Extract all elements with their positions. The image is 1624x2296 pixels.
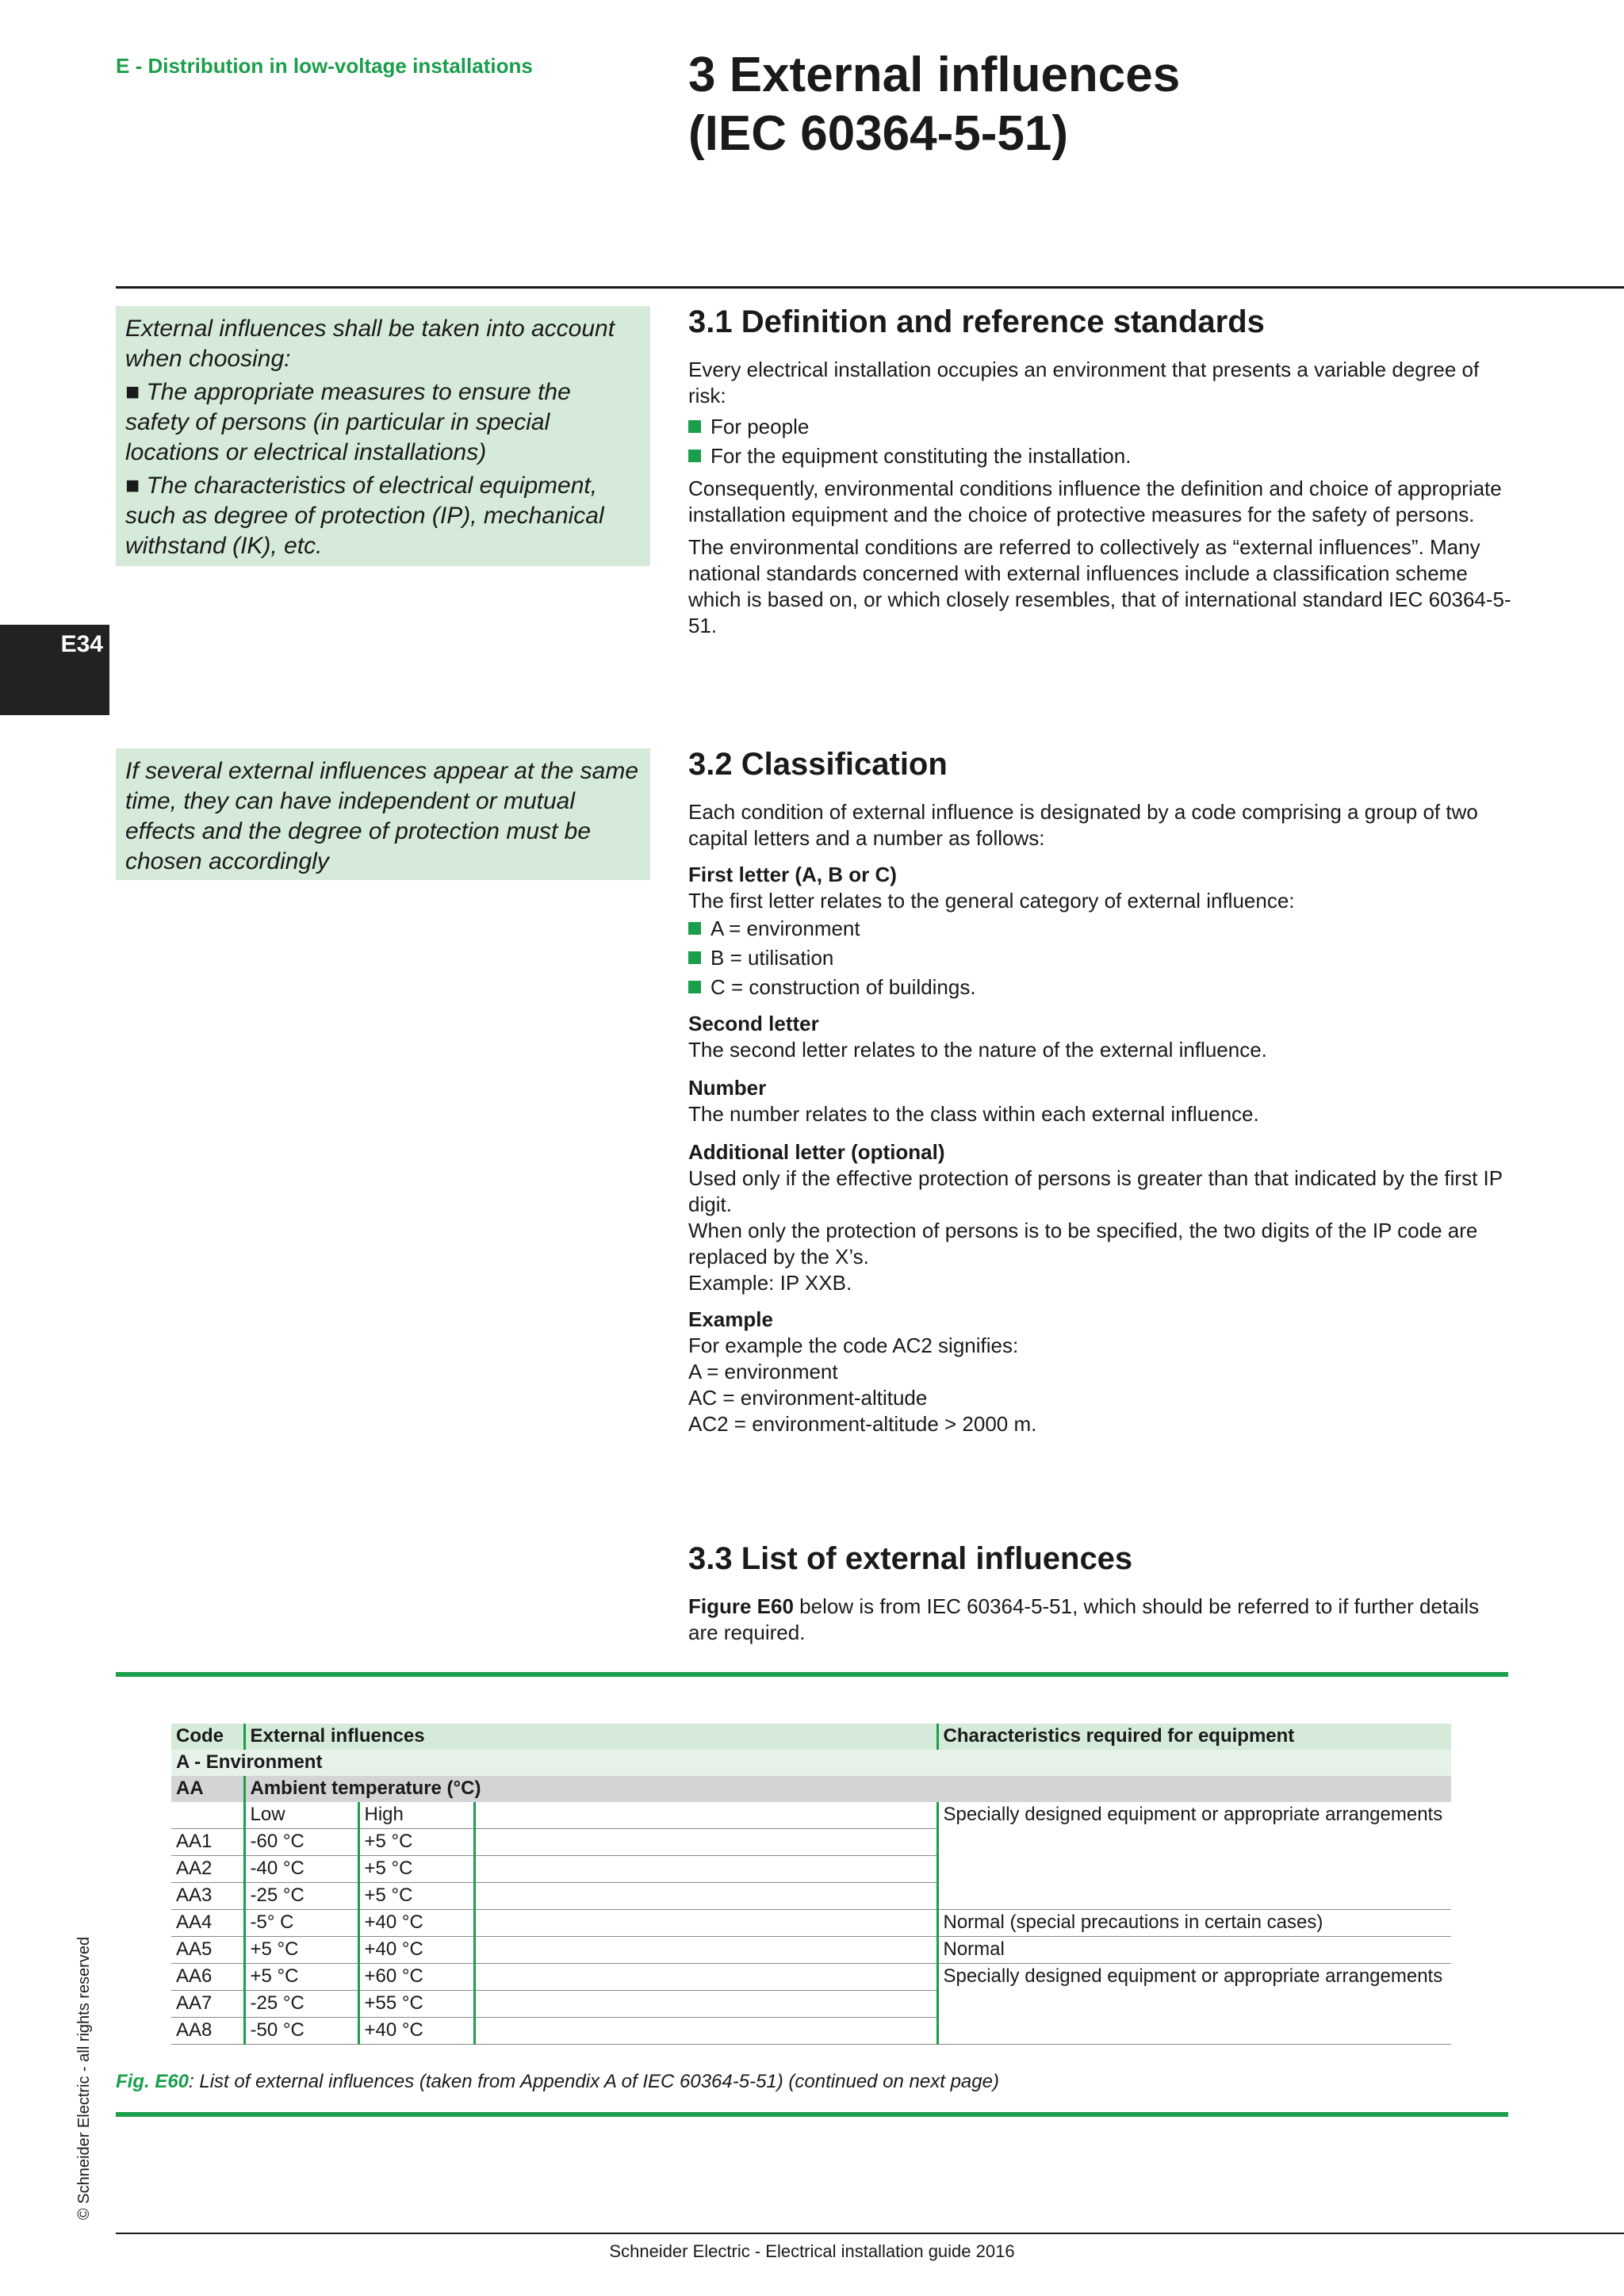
header-external-influences: External influences [244, 1724, 937, 1750]
table-row [171, 1802, 1451, 1829]
table-row [171, 1964, 1451, 1991]
first-letter-bullet [688, 943, 1513, 973]
characteristic-cell: Normal (special precautions in certain cases) [937, 1910, 1451, 1937]
row-low: +5 °C [244, 1964, 358, 1991]
row-code: AA8 [171, 2018, 244, 2045]
side-note-1-item2: ■ The characteristics of electrical equipment, such as degree of protection (IP), mechanical withstand (IK), etc. [125, 471, 641, 561]
table-cell [474, 1964, 937, 1991]
row-high: +55 °C [358, 1991, 474, 2018]
green-square-bullet-icon [688, 420, 701, 433]
chapter-title-line1: 3 External influences [688, 48, 1181, 102]
row-high: +40 °C [358, 1910, 474, 1937]
section-3-3-heading: 3.3 List of external influences [688, 1541, 1133, 1576]
row-low: -5° C [244, 1910, 358, 1937]
table-row [171, 1910, 1451, 1937]
second-letter-text: The second letter relates to the nature of the external influence. [688, 1038, 1267, 1062]
row-code: AA7 [171, 1991, 244, 2018]
copyright-notice: © Schneider Electric - all rights reserved [75, 1936, 93, 2220]
subgroup-code: AA [171, 1776, 244, 1802]
row-low: -25 °C [244, 1883, 358, 1910]
page-number-tab [0, 625, 109, 715]
example-line: A = environment [688, 1360, 838, 1383]
section-3-2 [688, 745, 1513, 1437]
first-letter-bullet [688, 914, 1513, 943]
row-high: +5 °C [358, 1856, 474, 1883]
example-line: For example the code AC2 signifies: [688, 1334, 1019, 1357]
row-low: -50 °C [244, 2018, 358, 2045]
green-square-bullet-icon [688, 951, 701, 964]
row-low: -25 °C [244, 1991, 358, 2018]
row-code: AA2 [171, 1856, 244, 1883]
section-3-3-intro [688, 1594, 1513, 1646]
table-cell [474, 1802, 937, 1829]
table-header-row [171, 1724, 1451, 1750]
chapter-title-line2: (IEC 60364-5-51) [688, 106, 1069, 161]
table-cell [474, 1883, 937, 1910]
example-line: AC = environment-altitude [688, 1386, 928, 1410]
section-3-1-para: Consequently, environmental conditions influence the definition and choice of appropriate installation equipment and the choice of protective measures for the safety of persons. [688, 476, 1502, 526]
top-divider [116, 286, 1624, 289]
column-high-label: High [358, 1802, 474, 1829]
row-code: AA6 [171, 1964, 244, 1991]
characteristic-cell: Specially designed equipment or appropriate arrangements [937, 1964, 1451, 2045]
page-number: E34 [60, 631, 103, 657]
bullet-text: C = construction of buildings. [710, 975, 976, 999]
table-cell [474, 1910, 937, 1937]
green-square-bullet-icon [688, 922, 701, 935]
side-note-1-intro: External influences shall be taken into account when choosing: [125, 316, 615, 372]
subheading-second-letter: Second letter [688, 1012, 819, 1035]
row-high: +5 °C [358, 1829, 474, 1856]
figure-bottom-rule [116, 2112, 1508, 2117]
table-cell [171, 1802, 244, 1829]
row-code: AA1 [171, 1829, 244, 1856]
bullet-text: For people [710, 415, 810, 438]
section-3-1 [688, 303, 1513, 639]
figure-caption-text: : List of external influences (taken from Appendix A of IEC 60364-5-51) (continued on next page) [189, 2071, 999, 2092]
subheading-first-letter: First letter (A, B or C) [688, 863, 897, 886]
table-cell [474, 1937, 937, 1964]
section-3-3-intro-text: below is from IEC 60364-5-51, which should be referred to if further details are required. [688, 1594, 1480, 1644]
external-influences-table [171, 1724, 1451, 2045]
green-square-bullet-icon [688, 981, 701, 993]
figure-reference: Figure E60 [688, 1594, 794, 1618]
side-note-1 [116, 306, 650, 566]
header-code: Code [171, 1724, 244, 1750]
figure-top-rule [116, 1672, 1508, 1677]
group-environment: A - Environment [171, 1750, 1451, 1776]
subheading-additional-letter: Additional letter (optional) [688, 1140, 945, 1164]
side-note-1-item1: ■ The appropriate measures to ensure the safety of persons (in particular in special locations or electrical installations) [125, 377, 641, 468]
footer-rule [116, 2233, 1624, 2234]
table-cell [474, 1829, 937, 1856]
section-3-1-para: The environmental conditions are referred to collectively as “external influences”. Many national standards concerned with external influences include a classification scheme which is based on, or which closely resembles, that of international standard IEC 60364-5-51. [688, 535, 1511, 637]
side-note-2 [116, 748, 650, 880]
section-3-1-bullet [688, 412, 1513, 442]
row-low: +5 °C [244, 1937, 358, 1964]
characteristic-cell: Specially designed equipment or appropriate arrangements [937, 1802, 1451, 1910]
table-cell [474, 2018, 937, 2045]
example-line: AC2 = environment-altitude > 2000 m. [688, 1412, 1037, 1436]
table-subgroup-row [171, 1776, 1451, 1802]
row-code: AA4 [171, 1910, 244, 1937]
section-3-1-bullet [688, 442, 1513, 471]
table-row [171, 1937, 1451, 1964]
table-cell [474, 1991, 937, 2018]
section-3-2-heading: 3.2 Classification [688, 747, 948, 782]
row-code: AA5 [171, 1937, 244, 1964]
section-3-1-heading: 3.1 Definition and reference standards [688, 304, 1265, 339]
row-code: AA3 [171, 1883, 244, 1910]
additional-letter-text: When only the protection of persons is to be specified, the two digits of the IP code are replaced by the X’s. [688, 1219, 1478, 1269]
header-characteristics: Characteristics required for equipment [937, 1724, 1451, 1750]
section-3-1-intro: Every electrical installation occupies an environment that presents a variable degree of risk: [688, 358, 1480, 408]
chapter-title [688, 46, 1180, 163]
row-high: +40 °C [358, 1937, 474, 1964]
section-3-2-intro: Each condition of external influence is designated by a code comprising a group of two capital letters and a number as follows: [688, 800, 1478, 850]
row-high: +5 °C [358, 1883, 474, 1910]
additional-letter-text: Example: IP XXB. [688, 1271, 852, 1295]
first-letter-bullet [688, 973, 1513, 1002]
row-low: -60 °C [244, 1829, 358, 1856]
table-cell [474, 1856, 937, 1883]
subgroup-label: Ambient temperature (°C) [244, 1776, 1451, 1802]
subheading-number: Number [688, 1076, 767, 1100]
bullet-text: A = environment [710, 916, 860, 940]
row-high: +40 °C [358, 2018, 474, 2045]
characteristic-cell: Normal [937, 1937, 1451, 1964]
bullet-text: B = utilisation [710, 946, 834, 970]
side-note-2-text: If several external influences appear at the same time, they can have independent or mutual effects and the degree of protection must be chosen accordingly [125, 758, 639, 874]
table-group-row [171, 1750, 1451, 1776]
green-square-bullet-icon [688, 450, 701, 462]
additional-letter-text: Used only if the effective protection of persons is greater than that indicated by the first IP digit. [688, 1166, 1503, 1216]
section-3-3 [688, 1540, 1513, 1646]
row-low: -40 °C [244, 1856, 358, 1883]
number-text: The number relates to the class within each external influence. [688, 1102, 1259, 1126]
section-label: E - Distribution in low-voltage installations [116, 54, 533, 78]
first-letter-text: The first letter relates to the general category of external influence: [688, 889, 1295, 913]
subheading-example: Example [688, 1307, 773, 1331]
row-high: +60 °C [358, 1964, 474, 1991]
figure-caption [116, 2071, 999, 2093]
footer-text: Schneider Electric - Electrical installation guide 2016 [609, 2241, 1015, 2261]
page-footer [0, 2241, 1624, 2262]
figure-caption-label: Fig. E60 [116, 2071, 190, 2092]
column-low-label: Low [244, 1802, 358, 1829]
bullet-text: For the equipment constituting the installation. [710, 444, 1132, 468]
